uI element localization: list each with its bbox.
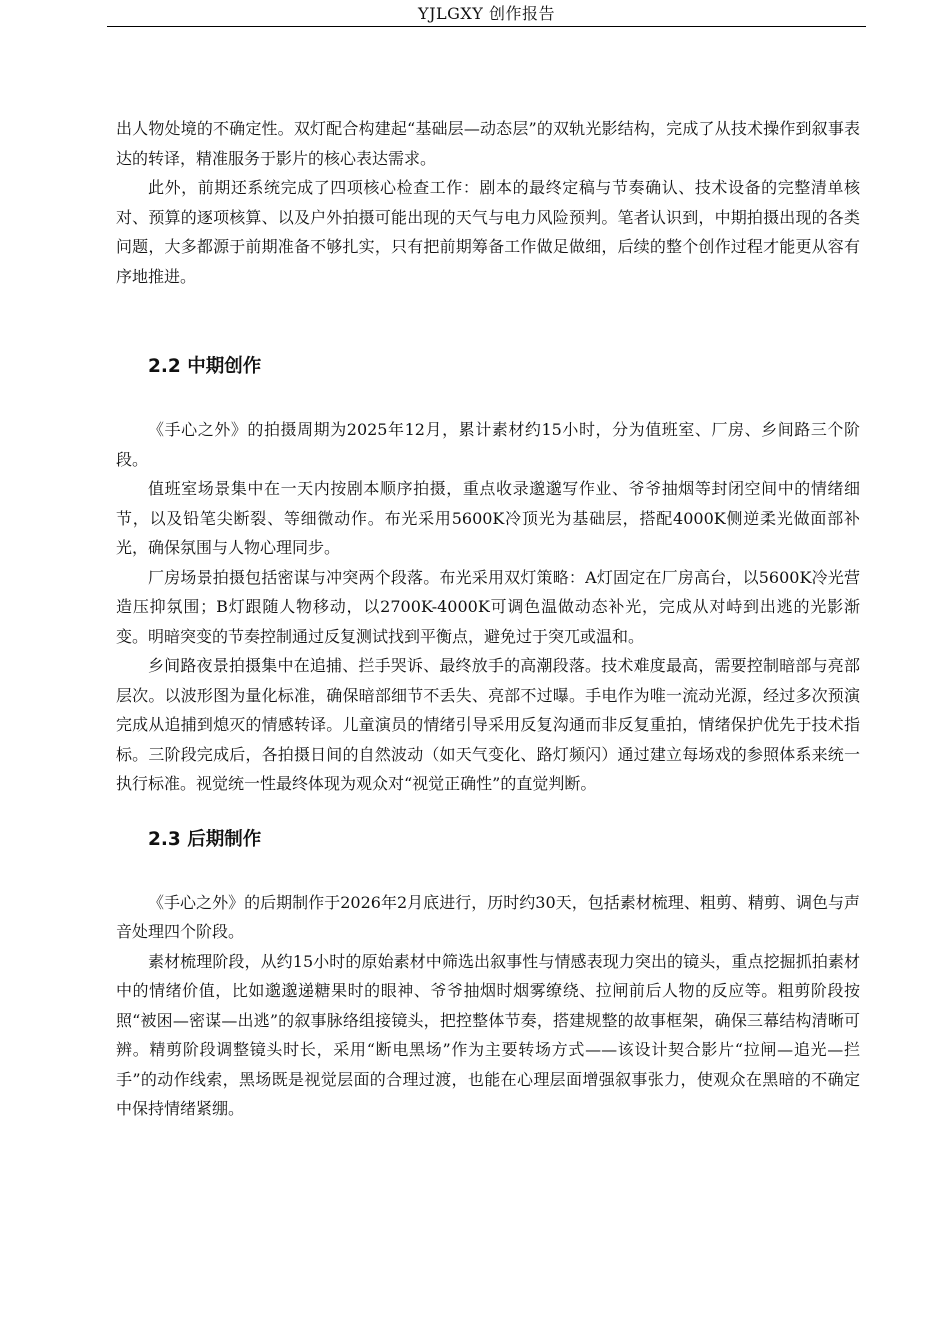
section-2-3-paragraph-2: 素材梳理阶段，从约15小时的原始素材中筛选出叙事性与情感表现力突出的镜头，重点挖掘抓拍素材中的情绪价值，比如邈邈递糖果时的眼神、爷爷抽烟时烟雾缭绕、拉闸前后人物的反应等。粗剪阶段按照“被困—密谋—出逃”的叙事脉络组接镜头，把控整体节奏，搭建规整的故事框架，确保三幕结构清晰可辨。精剪阶段调整镜头时长，采用“断电黑场”作为主要转场方式——该设计契合影片“拉闸—追光—拦手”的动作线索，黑场既是视觉层面的合理过渡，也能在心理层面增强叙事张力，使观众在黑暗的不确定中保持情绪紧绷。 (116, 951, 860, 1118)
section-2-2-paragraph-2: 值班室场景集中在一天内按剧本顺序拍摄，重点收录邈邈写作业、爷爷抽烟等封闭空间中的情绪细节，以及铅笔尖断裂、等细微动作。布光采用5600K冷顶光为基础层，搭配4000K侧逆柔光做面部补光，确保氛围与人物心理同步。 (116, 479, 860, 557)
section-heading-2-3: 2.3 后期制作 (148, 828, 262, 850)
section-2-2-paragraph-4: 乡间路夜景拍摄集中在追捕、拦手哭诉、最终放手的高潮段落。技术难度最高，需要控制暗部与亮部层次。以波形图为量化标准，确保暗部细节不丢失、亮部不过曝。手电作为唯一流动光源，经过多次预演完成从追捕到熄灭的情感转译。儿童演员的情绪引导采用反复沟通而非反复重拍，情绪保护优先于技术指标。三阶段完成后，各拍摄日间的自然波动（如天气变化、路灯频闪）通过建立每场戏的参照体系来统一执行标准。视觉统一性最终体现为观众对“视觉正确性”的直觉判断。 (116, 656, 860, 793)
section-2-2-paragraph-3: 厂房场景拍摄包括密谋与冲突两个段落。布光采用双灯策略：A灯固定在厂房高台，以5600K冷光营造压抑氛围；B灯跟随人物移动，以2700K-4000K可调色温做动态补光，完成从对峙到出逃的光影渐变。明暗突变的节奏控制通过反复测试找到平衡点，避免过于突兀或温和。 (116, 567, 860, 646)
intro-paragraph-2: 此外，前期还系统完成了四项核心检查工作：剧本的最终定稿与节奏确认、技术设备的完整清单核对、预算的逐项核算、以及户外拍摄可能出现的天气与电力风险预判。笔者认识到，中期拍摄出现的各类问题，大多都源于前期准备不够扎实，只有把前期筹备工作做足做细，后续的整个创作过程才能更从容有序地推进。 (116, 178, 860, 286)
section-2-2-paragraph-1: 《手心之外》的拍摄周期为2025年12月，累计素材约15小时，分为值班室、厂房、乡间路三个阶段。 (116, 420, 860, 469)
section-heading-2-2: 2.2 中期创作 (148, 356, 262, 377)
section-2-3-paragraph-1: 《手心之外》的后期制作于2026年2月底进行，历时约30天，包括素材梳理、粗剪、精剪、调色与声音处理四个阶段。 (116, 892, 860, 941)
intro-paragraph-1: 出人物处境的不确定性。双灯配合构建起“基础层—动态层”的双轨光影结构，完成了从技术操作到叙事表达的转译，精准服务于影片的核心表达需求。 (116, 119, 860, 168)
page-header: YJLGXY 创作报告 (107, 0, 866, 27)
report-body (116, 114, 860, 1124)
